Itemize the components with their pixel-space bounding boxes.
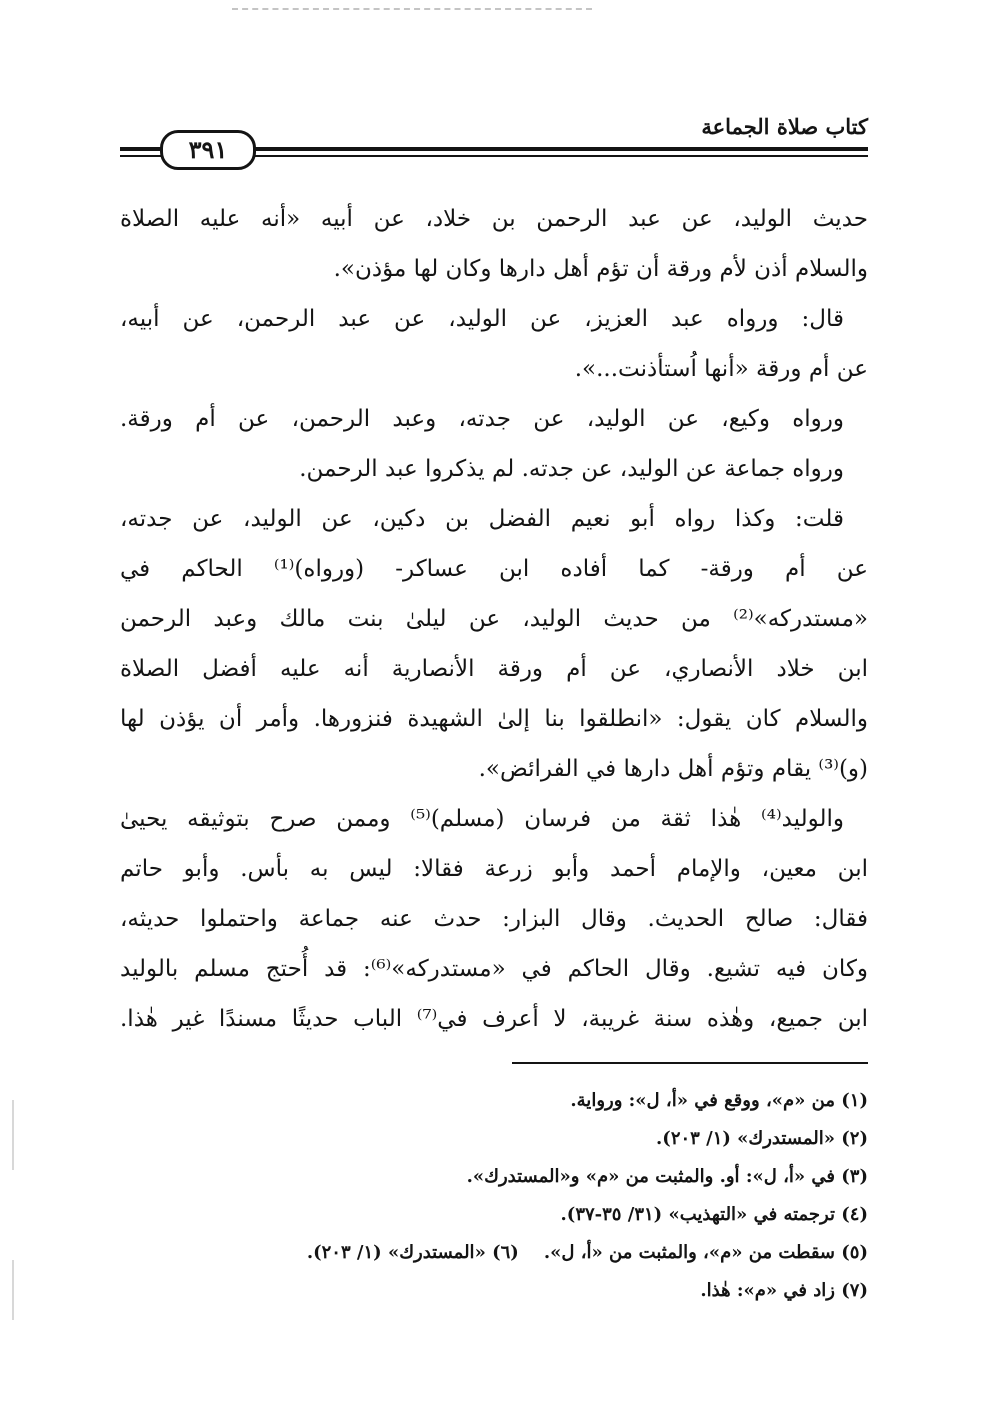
scan-edge-mark — [12, 1260, 14, 1320]
running-title: كتاب صلاة الجماعة — [701, 114, 868, 139]
scan-edge-mark — [12, 1100, 14, 1170]
text-line: حديث الوليد، عن عبد الرحمن بن خلاد، عن أبيه «أنه عليه الصلاة — [120, 206, 868, 232]
text-line: ابن خلاد الأنصاري، عن أم ورقة الأنصارية أنه عليه أفضل الصلاة — [120, 656, 868, 682]
scan-dash-artifact — [232, 8, 592, 10]
footnote-separator — [512, 1062, 868, 1064]
text-line: والسلام كان يقول: «انطلقوا بنا إلىٰ الشهيدة فنزورها. وأمر أن يؤذن لها — [120, 706, 868, 732]
text-line: ورواه جماعة عن الوليد، عن جدته. لم يذكروا عبد الرحمن. — [299, 456, 844, 482]
text-line: عن أم ورقة- كما أفاده ابن عساكر- (ورواه)⁽¹⁾ الحاكم في — [120, 556, 868, 582]
text-line: (و)⁽³⁾ يقام وتؤم أهل دارها في الفرائض». — [478, 756, 868, 782]
footnote: (١) من «م»، ووقع في «أ، ل»: ورواية. — [570, 1090, 868, 1111]
text-line: قال: ورواه عبد العزيز، عن الوليد، عن عبد الرحمن، عن أبيه، — [120, 306, 844, 332]
text-line: ابن جميع، وهٰذه سنة غريبة، لا أعرف في⁽⁷⁾ الباب حديثًا مسندًا غير هٰذا. — [120, 1006, 868, 1032]
footnote: (٤) ترجمته في «التهذيب» (٣١/ ٣٥-٣٧). — [560, 1204, 868, 1225]
text-line: فقال: صالح الحديث. وقال البزار: حدث عنه جماعة واحتملوا حديثه، — [120, 906, 868, 932]
text-line: والسلام أذن لأم ورقة أن تؤم أهل دارها وكان لها مؤذن». — [333, 256, 868, 282]
text-line: عن أم ورقة «أنها اُستأذنت...». — [574, 356, 868, 382]
footnote: (٣) في «أ، ل»: أو. والمثبت من «م» و«المستدرك». — [466, 1166, 868, 1187]
footnote: (٧) زاد في «م»: هٰذا. — [700, 1280, 868, 1301]
footnote: (٥) سقطت من «م»، والمثبت من «أ، ل». (٦) «المستدرك» (١/ ٢٠٣). — [306, 1242, 868, 1263]
footnote: (٢) «المستدرك» (١/ ٢٠٣). — [656, 1128, 868, 1149]
page-number-badge: ٣٩١ — [160, 130, 256, 170]
footnotes — [120, 1082, 868, 1310]
text-line: ورواه وكيع، عن الوليد، عن جدته، وعبد الرحمن، عن أم ورقة. — [120, 406, 844, 432]
text-line: والوليد⁽⁴⁾ هٰذا ثقة من فرسان (مسلم)⁽⁵⁾ وممن صرح بتوثيقه يحيىٰ — [120, 806, 844, 832]
text-line: «مستدركه»⁽²⁾ من حديث الوليد، عن ليلىٰ بنت مالك وعبد الرحمن — [120, 606, 868, 632]
text-line: وكان فيه تشيع. وقال الحاكم في «مستدركه»⁽⁶⁾: قد أُحتج مسلم بالوليد — [120, 956, 868, 982]
text-line: قلت: وكذا رواه أبو نعيم الفضل بن دكين، عن الوليد، عن جدته، — [120, 506, 844, 532]
page-header — [120, 100, 868, 170]
text-line: ابن معين، والإمام أحمد وأبو زرعة فقالا: ليس به بأس. وأبو حاتم — [120, 856, 868, 882]
main-text — [120, 194, 868, 1044]
